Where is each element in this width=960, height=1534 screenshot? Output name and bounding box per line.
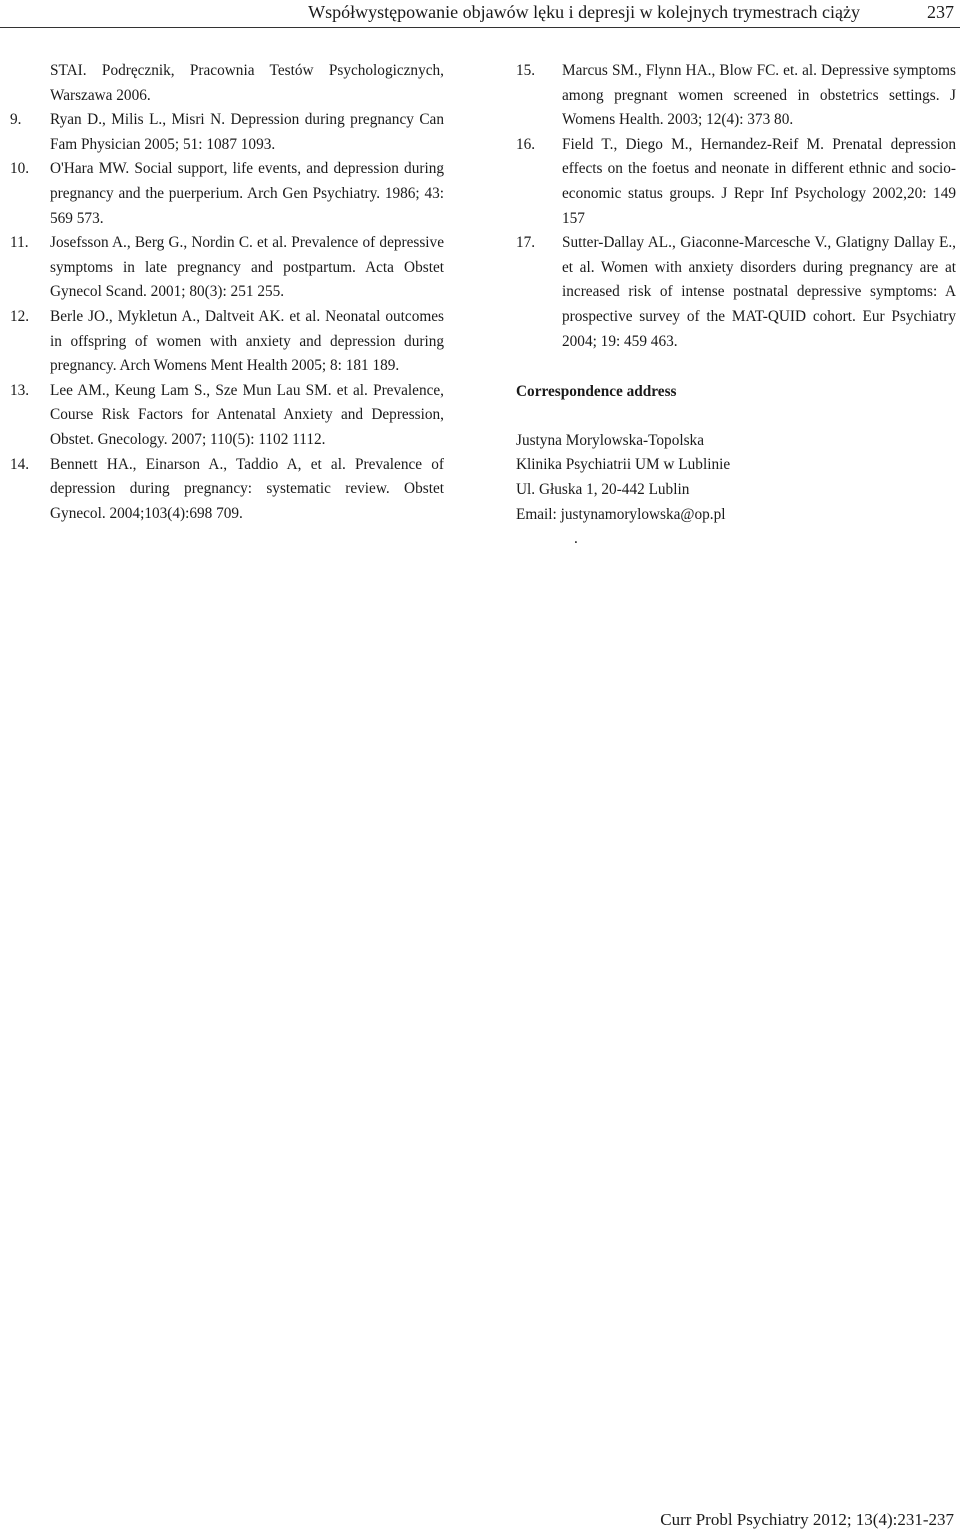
reference-item [10,108,444,157]
left-column [10,59,444,526]
reference-item [516,59,956,133]
reference-text: Lee AM., Keung Lam S., Sze Mun Lau SM. et al. Prevalence, Course Risk Factors for Antenatal Anxiety and Depression, Obstet. Gnecology. 2007; 110(5): 1102 1112. [50,381,444,448]
reference-item [10,453,444,527]
reference-text: Berle JO., Mykletun A., Daltveit AK. et al. Neonatal outcomes in offspring of women with anxiety and depression during pregnancy. Arch Womens Ment Health 2005; 8: 181 189. [50,307,444,375]
reference-text: Bennett HA., Einarson A., Taddio A, et al. Prevalence of depression during pregnancy: systematic review. Obstet Gynecol. 2004;103(4):698 709. [50,455,444,522]
reference-text: Field T., Diego M., Hernandez-Reif M. Prenatal depression effects on the foetus and neonate in different ethnic and socio-economic status groups. J Repr Inf Psychology 2002,20: 149 157 [562,135,956,227]
reference-number: 12. [10,307,30,325]
author-name: Justyna Morylowska-Topolska [516,431,704,449]
page-number: 237 [927,2,954,22]
street-address: Ul. Głuska 1, 20-442 Lublin [516,480,690,498]
reference-item [10,157,444,231]
reference-text: Josefsson A., Berg G., Nordin C. et al. Prevalence of depressive symptoms in late pregnancy and postpartum. Acta Obstet Gynecol Scand. 2001; 80(3): 251 255. [50,234,444,301]
reference-number: 14. [10,455,30,473]
reference-item [10,305,444,379]
reference-continuation [10,59,444,108]
reference-text: Sutter-Dallay AL., Giaconne-Marcesche V., Glatigny Dallay E., et al. Women with anxiety disorders during pregnancy are at increased risk of intense postnatal depressive symptoms: A prospective survey of the MAT-QUID cohort. Eur Psychiatry 2004; 19: 459 463. [562,234,956,350]
email-address[interactable]: Email: justynamorylowska@op.pl [516,505,726,523]
reference-text: Ryan D., Milis L., Misri N. Depression during pregnancy Can Fam Physician 2005; 51: 1087 1093. [50,111,444,153]
reference-text: O'Hara MW. Social support, life events, and depression during pregnancy and the puerperium. Arch Gen Psychiatry. 1986; 43: 569 573. [50,160,444,227]
reference-item [10,231,444,305]
reference-number: 10. [10,160,30,178]
journal-citation-footer: Curr Probl Psychiatry 2012; 13(4):231-237 [660,1510,954,1529]
reference-number: 11. [10,234,29,252]
running-title: Współwystępowanie objawów lęku i depresji w kolejnych trymestrach ciąży [308,2,860,22]
reference-item [10,379,444,453]
reference-item [516,231,956,354]
trailing-period: . [574,530,578,548]
correspondence-heading: Correspondence address [516,383,677,401]
reference-item [516,133,956,231]
reference-number: 9. [10,111,22,129]
reference-text: STAI. Podręcznik, Pracownia Testów Psychologicznych, Warszawa 2006. [50,62,444,104]
reference-number: 13. [10,381,30,399]
reference-number: 16. [516,135,536,153]
reference-text: Marcus SM., Flynn HA., Blow FC. et. al. Depressive symptoms among pregnant women screened in obstetrics settings. J Womens Health. 2003; 12(4): 373 80. [562,62,956,129]
right-column [516,59,956,552]
institution: Klinika Psychiatrii UM w Lublinie [516,456,731,474]
correspondence-address [516,429,956,552]
reference-number: 17. [516,234,536,252]
reference-number: 15. [516,62,536,79]
running-header [0,0,960,28]
